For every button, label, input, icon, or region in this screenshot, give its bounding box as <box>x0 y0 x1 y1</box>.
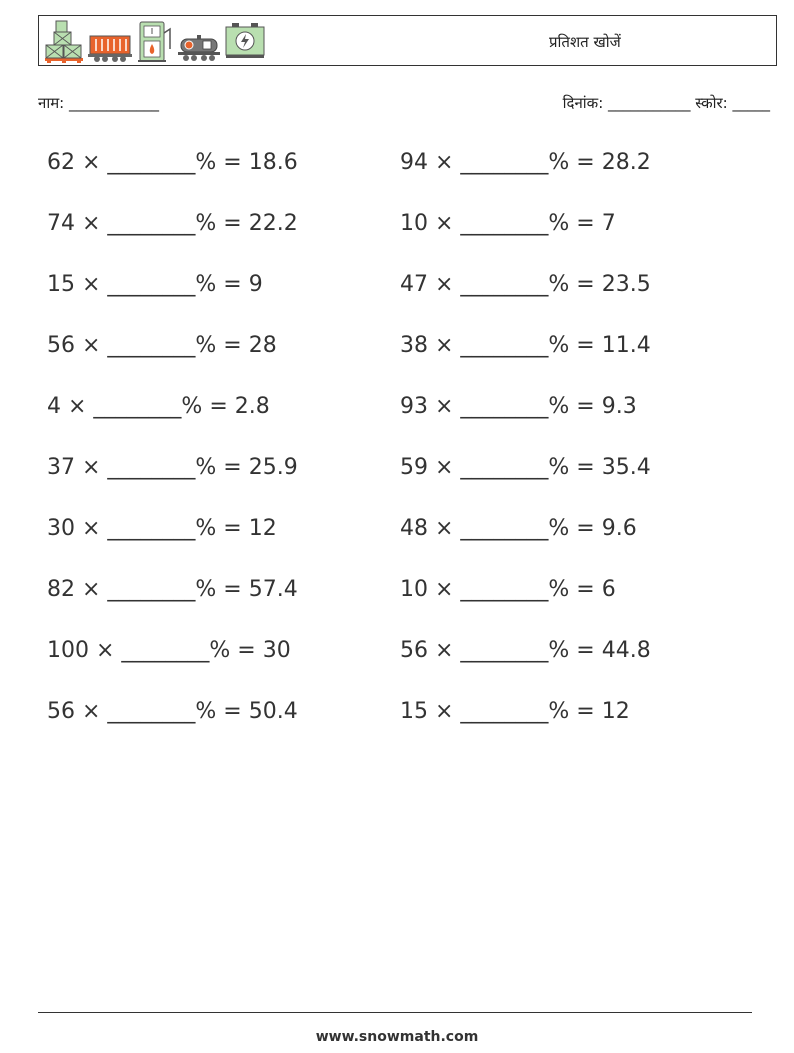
problem-left-6: 37 × ________% = 25.9 <box>47 455 298 480</box>
problem-right-4: 38 × ________% = 11.4 <box>400 333 651 358</box>
problem-left-10: 56 × ________% = 50.4 <box>47 699 298 724</box>
problem-right-6: 59 × ________% = 35.4 <box>400 455 651 480</box>
problem-left-4: 56 × ________% = 28 <box>47 333 277 358</box>
problem-left-8: 82 × ________% = 57.4 <box>47 577 298 602</box>
problem-right-7: 48 × ________% = 9.6 <box>400 516 637 541</box>
footer-divider <box>38 1012 752 1013</box>
problem-left-5: 4 × ________% = 2.8 <box>47 394 270 419</box>
problem-right-1: 94 × ________% = 28.2 <box>400 150 651 175</box>
worksheet-title: प्रतिशत खोजें <box>549 33 621 51</box>
problem-left-9: 100 × ________% = 30 <box>47 638 291 663</box>
problem-left-7: 30 × ________% = 12 <box>47 516 277 541</box>
problem-left-2: 74 × ________% = 22.2 <box>47 211 298 236</box>
tank-wagon-icon <box>177 19 221 63</box>
name-field-label: नाम: ____________ <box>38 94 160 112</box>
problem-right-9: 56 × ________% = 44.8 <box>400 638 651 663</box>
boxes-on-pallet-icon <box>43 19 85 63</box>
problem-left-1: 62 × ________% = 18.6 <box>47 150 298 175</box>
problem-left-3: 15 × ________% = 9 <box>47 272 263 297</box>
problem-right-3: 47 × ________% = 23.5 <box>400 272 651 297</box>
problem-right-5: 93 × ________% = 9.3 <box>400 394 637 419</box>
battery-icon <box>224 19 266 63</box>
freight-wagon-icon <box>88 19 132 63</box>
fuel-pump-icon <box>136 19 174 63</box>
footer-url: www.snowmath.com <box>315 1029 479 1045</box>
date-score-field-label: दिनांक: ___________ स्कोर: _____ <box>562 94 770 112</box>
problem-right-2: 10 × ________% = 7 <box>400 211 616 236</box>
header-box <box>38 15 777 66</box>
problem-right-8: 10 × ________% = 6 <box>400 577 616 602</box>
problem-right-10: 15 × ________% = 12 <box>400 699 630 724</box>
